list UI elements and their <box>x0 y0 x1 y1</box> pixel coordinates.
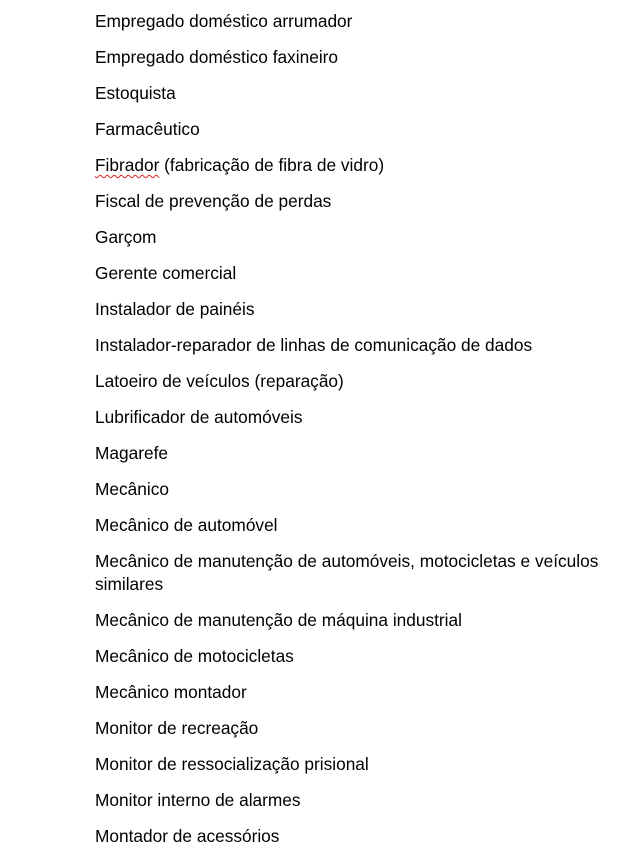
list-item: Latoeiro de veículos (reparação) <box>95 371 344 391</box>
list-item: Gerente comercial <box>95 263 237 283</box>
list-item: Mecânico montador <box>95 682 247 702</box>
spellcheck-flagged-word[interactable]: Fibrador <box>95 155 160 175</box>
list-item: Garçom <box>95 227 157 247</box>
list-item: Mecânico <box>95 479 169 499</box>
list-item <box>95 154 641 190</box>
list-item: Estoquista <box>95 83 176 103</box>
list-item: Mecânico de automóvel <box>95 515 278 535</box>
list-item: Magarefe <box>95 443 169 463</box>
list-item: Monitor de recreação <box>95 718 259 738</box>
list-item: Lubrificador de automóveis <box>95 407 303 427</box>
list-item: Montador de acessórios <box>95 826 280 846</box>
list-item: Mecânico de manutenção de automóveis, motocicletas e veículos similares <box>95 551 599 594</box>
list-item: Instalador-reparador de linhas de comunicação de dados <box>95 335 533 355</box>
document-body <box>95 10 641 861</box>
list-item: Instalador de painéis <box>95 299 255 319</box>
list-item: Fiscal de prevenção de perdas <box>95 191 332 211</box>
list-item: Empregado doméstico arrumador <box>95 11 353 31</box>
list-item-text: (fabricação de fibra de vidro) <box>159 155 385 175</box>
list-item: Mecânico de motocicletas <box>95 646 294 666</box>
list-item: Monitor de ressocialização prisional <box>95 754 369 774</box>
list-item: Monitor interno de alarmes <box>95 790 301 810</box>
list-item: Farmacêutico <box>95 119 200 139</box>
list-item: Empregado doméstico faxineiro <box>95 47 339 67</box>
list-item: Mecânico de manutenção de máquina industrial <box>95 610 462 630</box>
